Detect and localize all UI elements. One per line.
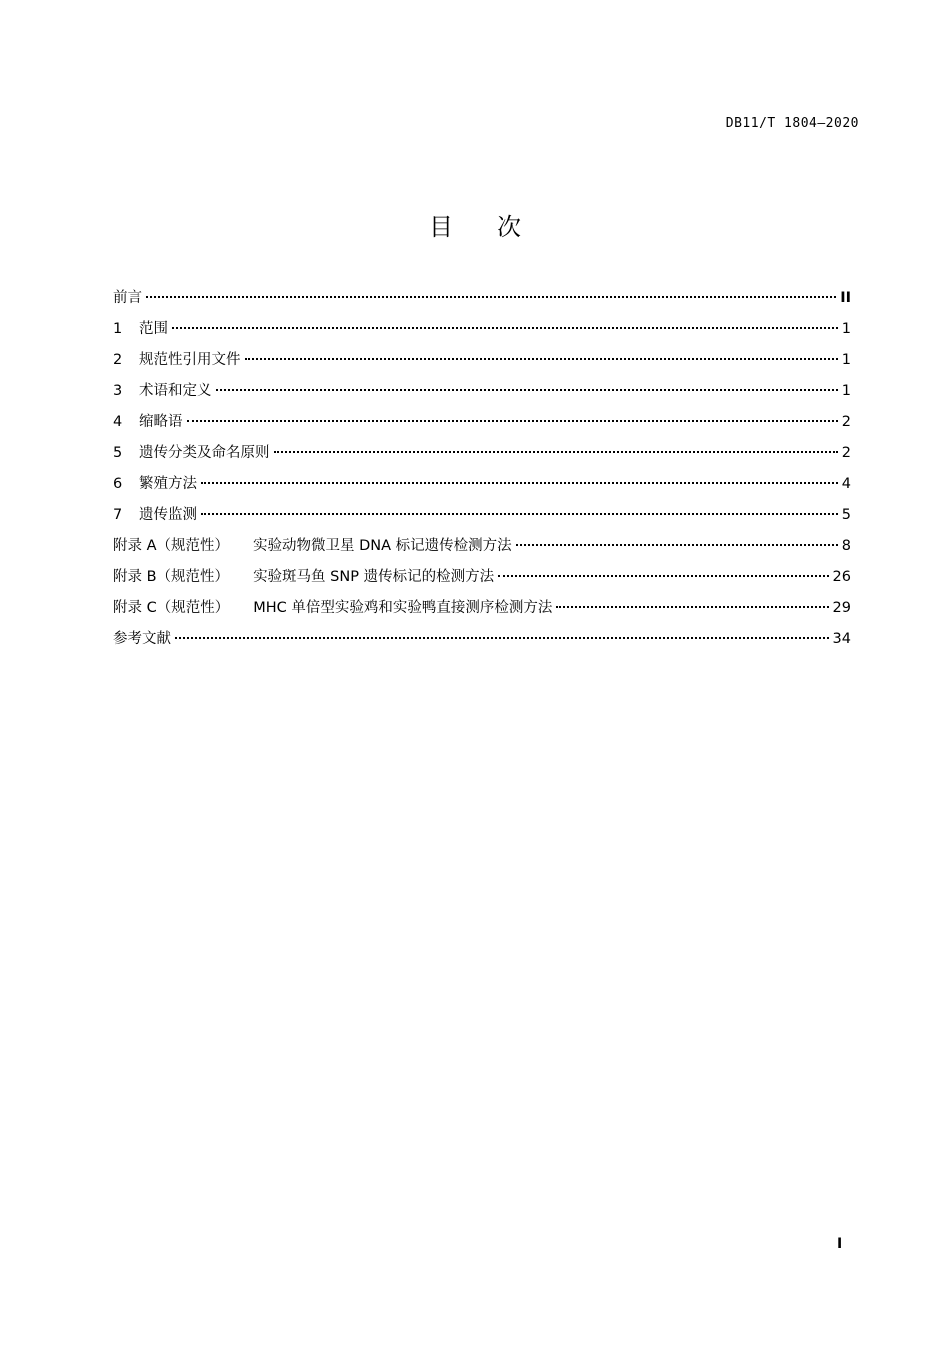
toc-item-foreword[interactable]	[113, 286, 851, 317]
toc-item-page: 8	[841, 538, 851, 554]
toc-item-scope[interactable]	[113, 317, 851, 348]
toc-item-page: 1	[841, 383, 851, 399]
toc-appendix-prefix: 附录 A（规范性）	[113, 538, 230, 554]
toc-item-label: 前言	[113, 290, 142, 306]
toc-item-number: 2	[113, 352, 123, 368]
toc-appendix-title: MHC 单倍型实验鸡和实验鸭直接测序检测方法	[253, 600, 553, 616]
toc-item-page: II	[840, 290, 851, 306]
standard-code: DB11/T 1804—2020	[725, 116, 859, 131]
toc-item-page: 4	[841, 476, 851, 492]
toc-leader-dots	[216, 389, 838, 391]
toc-item-page: 26	[832, 569, 851, 585]
toc-item-page: 5	[841, 507, 851, 523]
toc-appendix-title: 实验动物微卫星 DNA 标记遗传检测方法	[253, 538, 512, 554]
toc-leader-dots	[175, 637, 829, 639]
toc-title: 目次	[429, 213, 565, 241]
toc-leader-dots	[172, 327, 838, 329]
toc-item-terms-definitions[interactable]	[113, 379, 851, 410]
toc-item-number: 4	[113, 414, 123, 430]
toc-leader-dots	[556, 606, 828, 608]
toc-leader-dots	[146, 296, 836, 298]
toc-item-appendix-b[interactable]	[113, 565, 851, 596]
toc-item-label	[113, 596, 552, 620]
toc-item-number: 5	[113, 445, 123, 461]
table-of-contents	[113, 286, 851, 658]
toc-item-normative-references[interactable]	[113, 348, 851, 379]
toc-leader-dots	[201, 482, 838, 484]
toc-item-label	[113, 565, 494, 589]
toc-item-genetic-monitoring[interactable]	[113, 503, 851, 534]
toc-leader-dots	[516, 544, 838, 546]
page-number: I	[837, 1236, 843, 1252]
toc-appendix-prefix: 附录 B（规范性）	[113, 569, 230, 585]
toc-item-page: 29	[832, 600, 851, 616]
toc-item-genetic-classification[interactable]	[113, 441, 851, 472]
toc-item-page: 1	[841, 352, 851, 368]
toc-item-label: 缩略语	[139, 414, 183, 430]
toc-item-label: 繁殖方法	[139, 476, 197, 492]
toc-item-bibliography[interactable]	[113, 627, 851, 658]
toc-item-label: 术语和定义	[139, 383, 212, 399]
toc-item-page: 1	[841, 321, 851, 337]
toc-leader-dots	[187, 420, 838, 422]
toc-item-page: 34	[832, 631, 851, 647]
toc-item-number: 3	[113, 383, 123, 399]
toc-item-number: 1	[113, 321, 123, 337]
toc-item-label: 遗传监测	[139, 507, 197, 523]
toc-item-page: 2	[841, 445, 851, 461]
toc-item-label: 规范性引用文件	[139, 352, 241, 368]
toc-leader-dots	[245, 358, 838, 360]
toc-leader-dots	[201, 513, 838, 515]
toc-leader-dots	[498, 575, 828, 577]
toc-item-label: 遗传分类及命名原则	[139, 445, 270, 461]
toc-leader-dots	[274, 451, 838, 453]
toc-item-number: 6	[113, 476, 123, 492]
toc-item-breeding-methods[interactable]	[113, 472, 851, 503]
toc-item-page: 2	[841, 414, 851, 430]
toc-item-abbreviations[interactable]	[113, 410, 851, 441]
toc-item-appendix-a[interactable]	[113, 534, 851, 565]
toc-item-number: 7	[113, 507, 123, 523]
toc-item-appendix-c[interactable]	[113, 596, 851, 627]
toc-item-label	[113, 534, 512, 558]
toc-item-label: 范围	[139, 321, 168, 337]
toc-item-label: 参考文献	[113, 631, 171, 647]
toc-appendix-title: 实验斑马鱼 SNP 遗传标记的检测方法	[253, 569, 495, 585]
toc-appendix-prefix: 附录 C（规范性）	[113, 600, 230, 616]
